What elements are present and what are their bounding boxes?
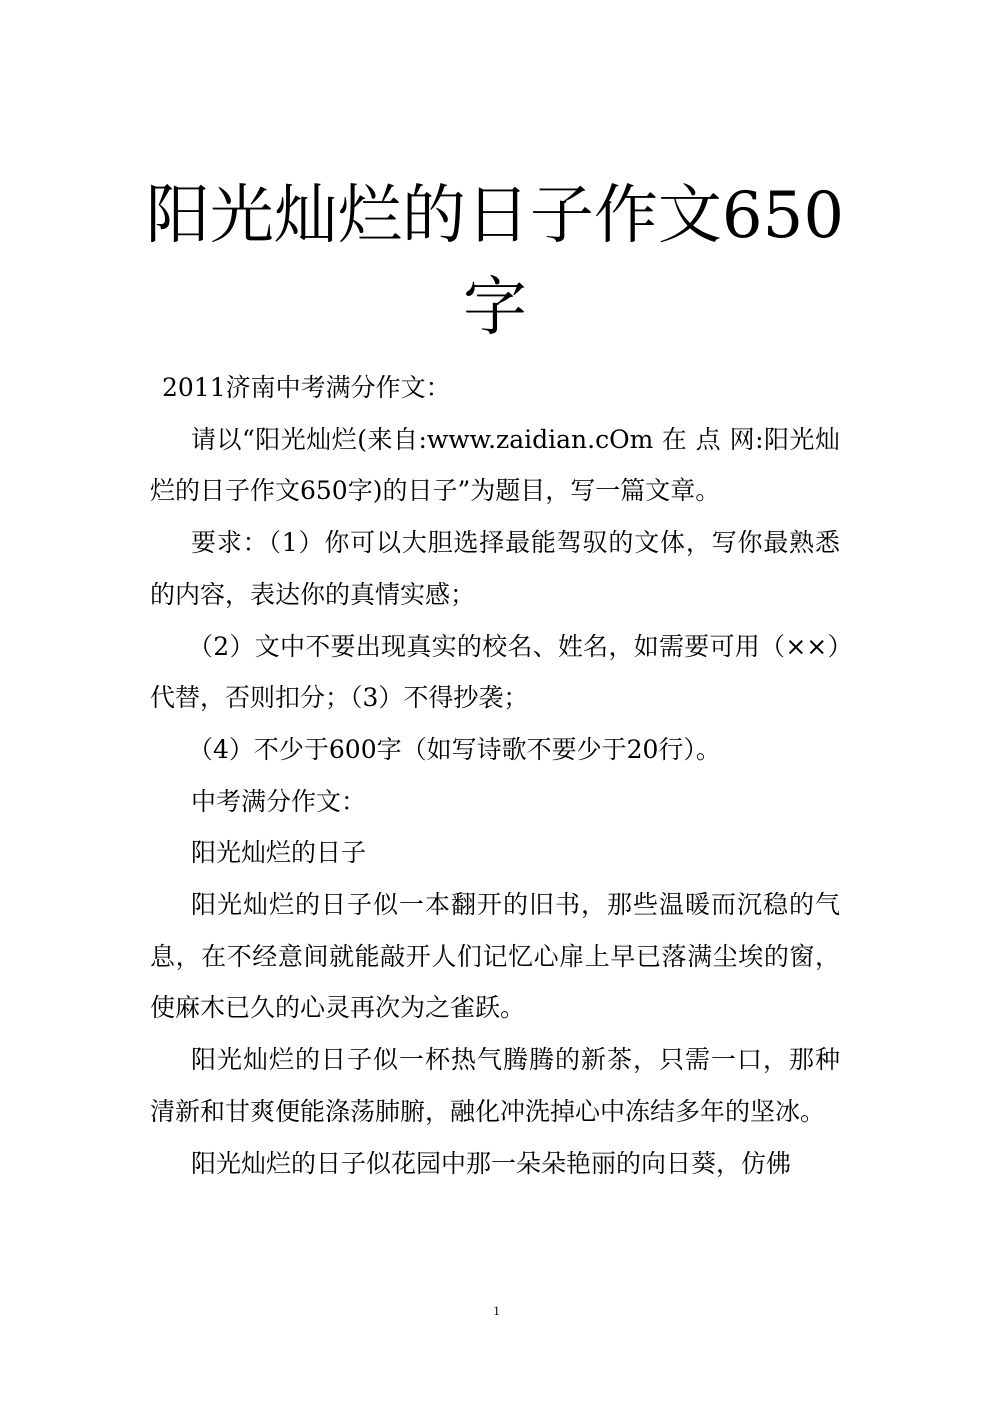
paragraph-prompt: 请以“阳光灿烂(来自:www.zaidian.cOm 在 点 网:阳光灿烂的日子作文650字)的日子”为题目，写一篇文章。 <box>150 424 840 506</box>
paragraph-exam-source: 2011济南中考满分作文： <box>162 373 451 402</box>
paragraph-essay-3: 阳光灿烂的日子似花园中那一朵朵艳丽的向日葵，仿佛 <box>191 1148 792 1178</box>
paragraph-essay-label: 中考满分作文： <box>191 786 367 816</box>
paragraph-requirement-1: 要求：（1）你可以大胆选择最能驾驭的文体，写你最熟悉的内容，表达你的真情实感； <box>150 528 840 609</box>
paragraph-requirement-4: （4）不少于600字（如写诗歌不要少于20行）。 <box>188 734 721 764</box>
page-number: 1 <box>493 1303 500 1318</box>
document-body <box>150 362 840 1189</box>
paragraph-essay-2: 阳光灿烂的日子似一杯热气腾腾的新茶，只需一口，那种清新和甘爽便能涤荡肺腑，融化冲洗掉心中冻结多年的坚冰。 <box>150 1045 840 1126</box>
paragraph-requirement-2: （2）文中不要出现真实的校名、姓名，如需要可用（××）代替，否则扣分；（3）不得抄袭； <box>150 631 840 713</box>
document-title: 阳光灿烂的日子作文650字 <box>145 179 845 345</box>
paragraph-essay-title: 阳光灿烂的日子 <box>191 838 367 868</box>
paragraph-essay-1: 阳光灿烂的日子似一本翻开的旧书，那些温暖而沉稳的气息，在不经意间就能敲开人们记忆心扉上早已落满尘埃的窗，使麻木已久的心灵再次为之雀跃。 <box>150 890 840 1023</box>
